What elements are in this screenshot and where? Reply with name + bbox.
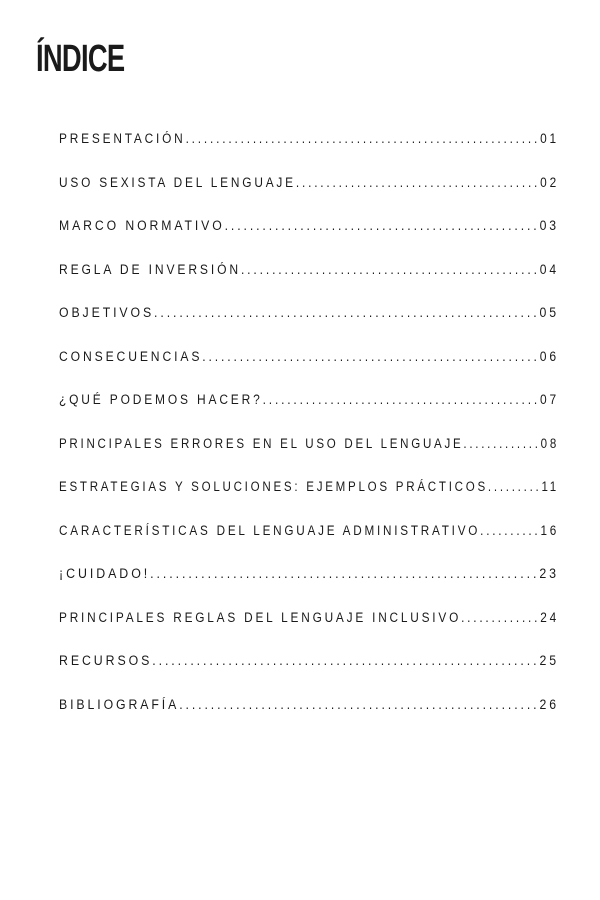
toc-entry-text: REGLA DE INVERSIÓN................................................04 — [59, 261, 559, 277]
toc-entry-text: OBJETIVOS.............................................................05 — [59, 305, 559, 320]
toc-entry-estrategias[interactable] — [59, 476, 559, 520]
toc-entry-text: USO SEXISTA DEL LENGUAJE........................................02 — [59, 174, 559, 190]
toc-entry-uso-sexista[interactable] — [59, 172, 559, 216]
toc-entry-consecuencias[interactable] — [59, 346, 559, 390]
toc-entry-objetivos[interactable] — [59, 302, 559, 346]
toc-entry-recursos[interactable] — [59, 650, 559, 694]
toc-entry-principales-reglas[interactable] — [59, 607, 559, 651]
toc-entry-text: CARACTERÍSTICAS DEL LENGUAJE ADMINISTRATIVO..........16 — [59, 522, 560, 538]
toc-entry-text: ¡CUIDADO!.............................................................23 — [59, 566, 559, 581]
toc-entry-principales-errores[interactable] — [59, 433, 559, 477]
toc-entry-text: CONSECUENCIAS......................................................06 — [59, 348, 560, 364]
toc-entry-text: ESTRATEGIAS Y SOLUCIONES: EJEMPLOS PRÁCTICOS.........11 — [59, 479, 559, 494]
toc-entry-cuidado[interactable] — [59, 563, 559, 607]
toc-entry-text: BIBLIOGRAFÍA.........................................................26 — [59, 696, 559, 712]
page-title: ÍNDICE — [36, 38, 125, 80]
toc-entry-bibliografia[interactable] — [59, 694, 559, 738]
toc-entry-text: PRINCIPALES ERRORES EN EL USO DEL LENGUAJE.............08 — [59, 435, 559, 451]
table-of-contents — [59, 128, 559, 737]
toc-entry-que-podemos-hacer[interactable] — [59, 389, 559, 433]
toc-entry-text: PRINCIPALES REGLAS DEL LENGUAJE INCLUSIVO.............24 — [59, 609, 559, 625]
toc-entry-regla-inversion[interactable] — [59, 259, 559, 303]
toc-entry-text: MARCO NORMATIVO..................................................03 — [59, 218, 560, 233]
toc-entry-text: ¿QUÉ PODEMOS HACER?.............................................07 — [59, 392, 560, 407]
toc-entry-presentacion[interactable] — [59, 128, 559, 172]
toc-entry-text: RECURSOS.............................................................25 — [59, 653, 560, 668]
toc-entry-marco-normativo[interactable] — [59, 215, 559, 259]
toc-entry-caracteristicas[interactable] — [59, 520, 559, 564]
toc-entry-text: PRESENTACIÓN..........................................................01 — [59, 131, 559, 146]
